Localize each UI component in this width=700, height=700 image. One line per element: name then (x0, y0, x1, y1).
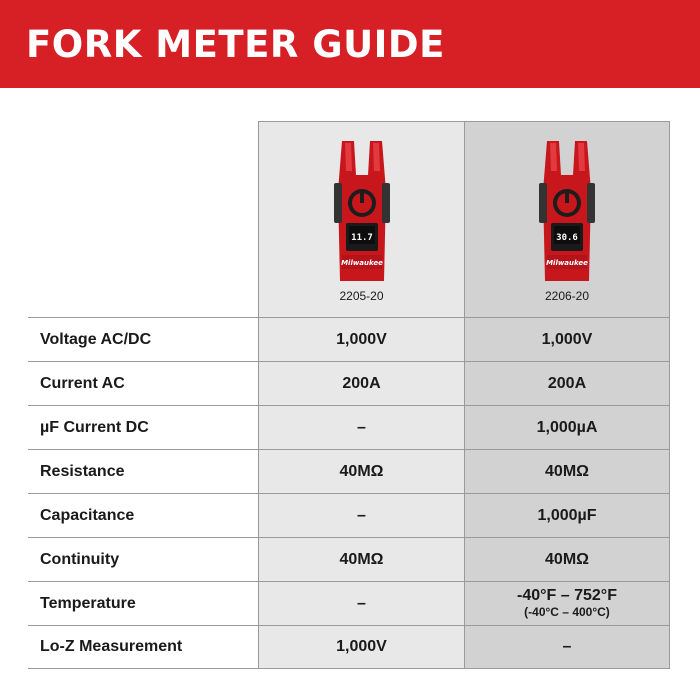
temperature-celsius: (-40°C – 400°C) (524, 604, 610, 619)
model-number: 2206-20 (544, 289, 590, 303)
model-number: 2205-20 (339, 289, 384, 303)
fork-meter-image (525, 131, 609, 281)
spec-label: Resistance (28, 450, 258, 493)
spec-value: 200A (464, 362, 670, 405)
meter-display-reading: 30.6 (556, 233, 578, 243)
spec-value: 1,000V (258, 318, 464, 361)
spec-label: Current AC (28, 362, 258, 405)
spec-value: 40MΩ (464, 538, 670, 581)
spec-label: Voltage AC/DC (28, 318, 258, 361)
spec-value: 200A (258, 362, 464, 405)
spec-value: 40MΩ (258, 538, 464, 581)
table-row (28, 405, 670, 449)
spec-value-multi (464, 582, 670, 625)
spec-value: – (258, 582, 464, 625)
brand-logo: Milwaukee (340, 259, 383, 267)
table-row (28, 493, 670, 537)
fork-meter-image (320, 131, 404, 281)
table-row (28, 625, 670, 669)
table-row (28, 537, 670, 581)
spec-label: Continuity (28, 538, 258, 581)
table-row (28, 581, 670, 625)
comparison-table (28, 121, 670, 669)
spec-label: µF Current DC (28, 406, 258, 449)
product-cell-2206 (464, 121, 670, 317)
spec-value: – (464, 626, 670, 668)
spec-value: – (258, 406, 464, 449)
table-header-row (28, 121, 670, 317)
title-banner (0, 0, 700, 88)
spec-label: Lo-Z Measurement (28, 626, 258, 668)
page-title: FORK METER GUIDE (26, 22, 445, 66)
spec-value: 1,000V (464, 318, 670, 361)
table-row (28, 361, 670, 405)
spec-value: 40MΩ (258, 450, 464, 493)
spec-label: Capacitance (28, 494, 258, 537)
meter-display-reading: 11.7 (350, 233, 373, 243)
spec-label: Temperature (28, 582, 258, 625)
spec-value: 1,000µA (464, 406, 670, 449)
brand-logo: Milwaukee (546, 259, 588, 267)
table-row (28, 317, 670, 361)
spec-value: – (258, 494, 464, 537)
temperature-fahrenheit: -40°F – 752°F (517, 587, 617, 605)
product-cell-2205 (258, 121, 464, 317)
table-row (28, 449, 670, 493)
spec-value: 40MΩ (464, 450, 670, 493)
header-empty-cell (28, 121, 258, 317)
spec-value: 1,000V (258, 626, 464, 668)
spec-value: 1,000µF (464, 494, 670, 537)
